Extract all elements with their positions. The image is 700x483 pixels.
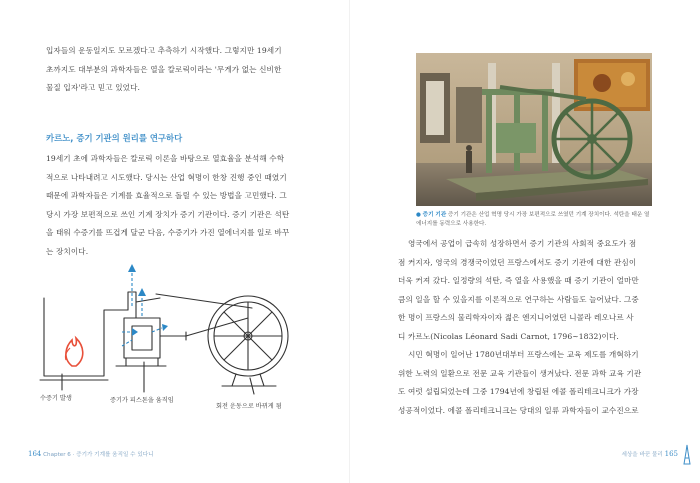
text-line: 점 커지자, 영국의 경쟁국이었던 프랑스에서도 증기 기관에 대한 관심이 (398, 257, 637, 267)
chapter-title: Chapter 6 · 증기가 기계를 움직일 수 있다니 (43, 452, 154, 458)
section-title: 세상을 바꾼 물리 (621, 452, 663, 458)
text-line: 한 명이 프랑스의 물리학자이자 젊은 엔지니어였던 니콜라 레오나르 사 (398, 313, 634, 322)
label-piston: 증기가 피스톤을 움직임 (110, 397, 174, 404)
page-number: 164 (28, 450, 42, 458)
intro-paragraph (46, 42, 316, 98)
text-line: 입자들의 운동일지도 모르겠다고 추측하기 시작했다. 그렇지만 19세기 (46, 46, 282, 55)
page-number: 165 (664, 450, 678, 458)
label-steam: 수증기 발생 (40, 395, 72, 402)
text-line: 디 카르노(Nicolas Léonard Sadi Carnot, 1796~1832)이다. (398, 331, 619, 341)
footer-left (28, 450, 154, 458)
text-line: 큼의 일을 할 수 있을지를 이론적으로 연구하는 사람들도 늘어났다. 그중 (398, 294, 639, 304)
right-body-paragraph (398, 235, 670, 420)
steam-engine-sketch (36, 262, 306, 422)
tower-icon (682, 444, 692, 466)
body-paragraph (46, 150, 318, 261)
arrow-up-icon (128, 264, 136, 272)
caption-label: 증기 기관 (422, 212, 447, 218)
arrow-right-icon (162, 324, 168, 331)
text-line: 시민 혁명이 일어난 1780년대부터 프랑스에는 교육 제도를 개혁하기 (408, 350, 639, 359)
arrow-right-icon (132, 328, 138, 336)
text-line: 성공적이었다. 에콜 폴리테크니크는 당대의 일류 과학자들이 교수진으로 (398, 405, 639, 415)
photo-caption (416, 211, 656, 229)
text-line: 물질 입자'라고 믿고 있었다. (46, 83, 141, 92)
text-line: 도 여럿 설립되었는데 그중 1794년에 창립된 에콜 폴리테크니크가 가장 (398, 387, 639, 396)
text-line: 초까지도 대부분의 과학자들은 열을 칼로릭이라는 '무게가 없는 신비한 (46, 64, 282, 74)
text-line: 때문에 과학자들은 기계를 효율적으로 돌릴 수 있는 방법을 고민했다. 그 (46, 191, 287, 200)
text-line: 당시 가장 보편적으로 쓰인 기계 장치가 증기 기관이다. 증기 기관은 석탄 (46, 209, 290, 219)
text-line: 위한 노력의 일환으로 전문 교육 기관들이 생겨났다. 전문 과학 교육 기관 (398, 368, 642, 378)
text-line: 영국에서 공업이 급속히 성장하면서 증기 기관의 사회적 중요도가 점 (408, 239, 637, 248)
caption-bullet-icon: ● (416, 212, 421, 218)
section-heading: 카르노, 증기 기관의 원리를 연구하다 (46, 133, 183, 143)
steam-engine-photo (416, 53, 652, 206)
text-line: 더욱 커져 갔다. 일정량의 석탄, 즉 열을 사용했을 때 증기 기관이 얼마만 (398, 276, 639, 285)
text-line: 적으로 나타내려고 시도했다. 당시는 산업 혁명이 한창 진행 중인 때였기 (46, 172, 287, 182)
text-line: 을 태워 수증기를 뜨겁게 달군 다음, 수증기가 가진 열에너지를 일로 바꾸 (46, 228, 290, 237)
text-line: 19세기 초에 과학자들은 칼로릭 이론을 바탕으로 열효율을 분석해 수학 (46, 154, 285, 163)
arrow-up-icon (138, 288, 146, 296)
text-line: 는 장치이다. (46, 246, 89, 256)
caption-line: 에너지를 동력으로 사용한다. (416, 221, 487, 227)
footer-right (621, 450, 678, 458)
label-wheel: 회전 운동으로 바뀌게 됨 (216, 403, 282, 410)
caption-line: 증기 기관은 산업 혁명 당시 가장 보편적으로 쓰였던 기계 장치이다. 석탄을 태운 열 (448, 212, 650, 218)
flame-icon (66, 338, 83, 366)
